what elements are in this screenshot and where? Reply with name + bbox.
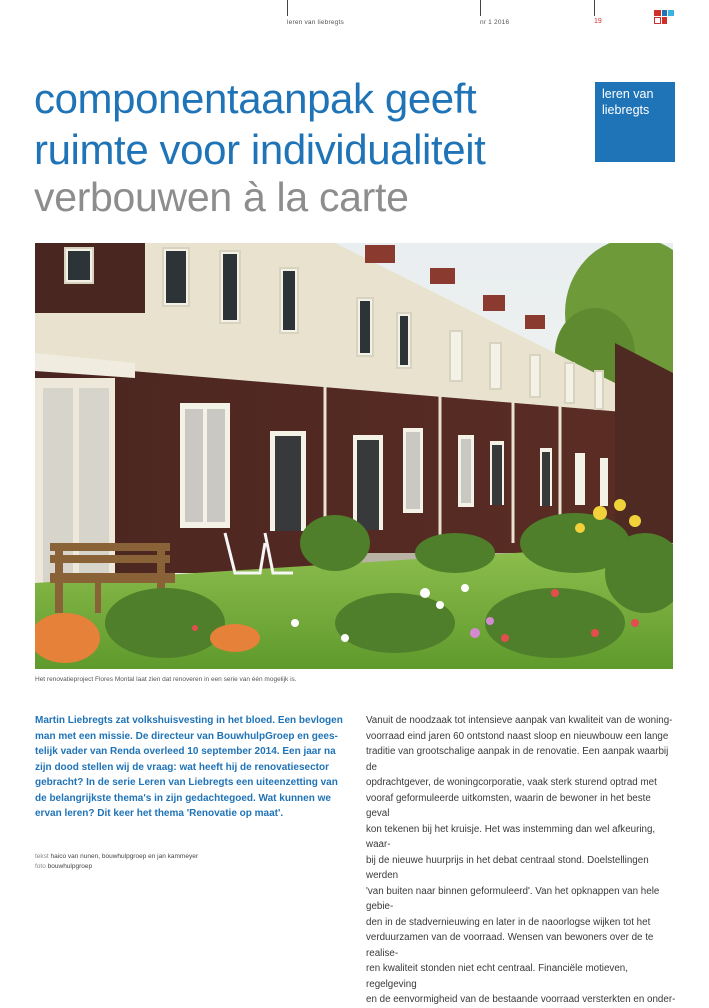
body-line: ren kwaliteit stonden niet echt centraal. Financiële motieven, regelgeving [366,963,628,990]
intro-line: Martin Liebregts zat volkshuisvesting in het bloed. Een bevlogen [35,715,343,726]
body-line: voorraad eind jaren 60 ontstond naast sloop en nieuwbouw een lange [366,730,669,742]
intro-line: telijk vader van Renda overleed 10 september 2014. Een jaar na [35,746,336,757]
intro-paragraph [35,713,350,822]
credit-photo-value: bouwhulpgroep [47,863,93,870]
intro-line: gebracht? In de serie Leren van Liebregts een uiteenzetting van [35,777,338,788]
intro-line: de belangrijkste thema's in zijn gedachtegoed. Wat kunnen we [35,792,331,804]
series-label-box [595,82,675,162]
magazine-logo-icon [654,10,674,24]
series-label-line-2: liebregts [602,103,650,117]
header-rule [480,0,481,16]
body-line: vooraf geformuleerde uitkomsten, waarin de bewoner in het beste geval [366,792,651,819]
body-line: 'van buiten naar binnen geformuleerd'. Van het opknappen van hele gebie- [366,885,660,912]
headline-line-2: ruimte voor individualiteit [34,126,486,173]
renovation-photo [35,243,673,669]
body-line: bij de nieuwe huurprijs in het debat centraal stond. Doelstellingen werden [366,854,649,881]
body-line: en de eenvormigheid van de bestaande voorraad versterkten en onder- [366,994,676,1005]
body-line: kon tekenen bij het kruisje. Het was instemming dan wel afkeuring, waar- [366,823,656,850]
photo-caption: Het renovatieproject Flores Montal laat zien dat renoveren in een serie van één mogelijk is. [35,676,297,683]
body-column [366,713,676,1008]
body-line: verduurzamen van de voorraad. Wensen van bewoners over de te realise- [366,932,654,959]
credit-text-value: haico van nunen, bouwhulpgroep en jan kammeyer [50,853,198,860]
header-issue: nr 1 2016 [480,19,510,26]
headline-line-1: componentaanpak geeft [34,75,477,122]
series-label-line-1: leren van [602,87,654,101]
body-line: opdrachtgever, de woningcorporatie, vaak sterk sturend optrad met [366,777,657,788]
header-rule [287,0,288,16]
article-credits [35,852,198,872]
intro-line: zijn dood stellen wij de vraag: wat heeft hij de renovatiesector [35,761,329,773]
credit-text-label: tekst [35,853,49,860]
body-line: traditie van grootschalige aanpak in de renovatie. Een aanpak waarbij de [366,746,669,773]
header-rule [594,0,595,16]
credit-photo-label: foto [35,863,46,870]
intro-line: ervan leren? Dit keer het thema 'Renovatie op maat'. [35,808,284,819]
page-number: 19 [594,18,602,25]
header-section: leren van liebregts [287,19,344,26]
body-line: den in de stadvernieuwing en later in de naoorlogse wijken tot het [366,916,651,928]
body-line: Vanuit de noodzaak tot intensieve aanpak van kwaliteit van de woning- [366,715,673,726]
subtitle: verbouwen à la carte [34,174,409,220]
intro-line: man met een missie. De directeur van BouwhulpGroep en gees- [35,730,338,742]
